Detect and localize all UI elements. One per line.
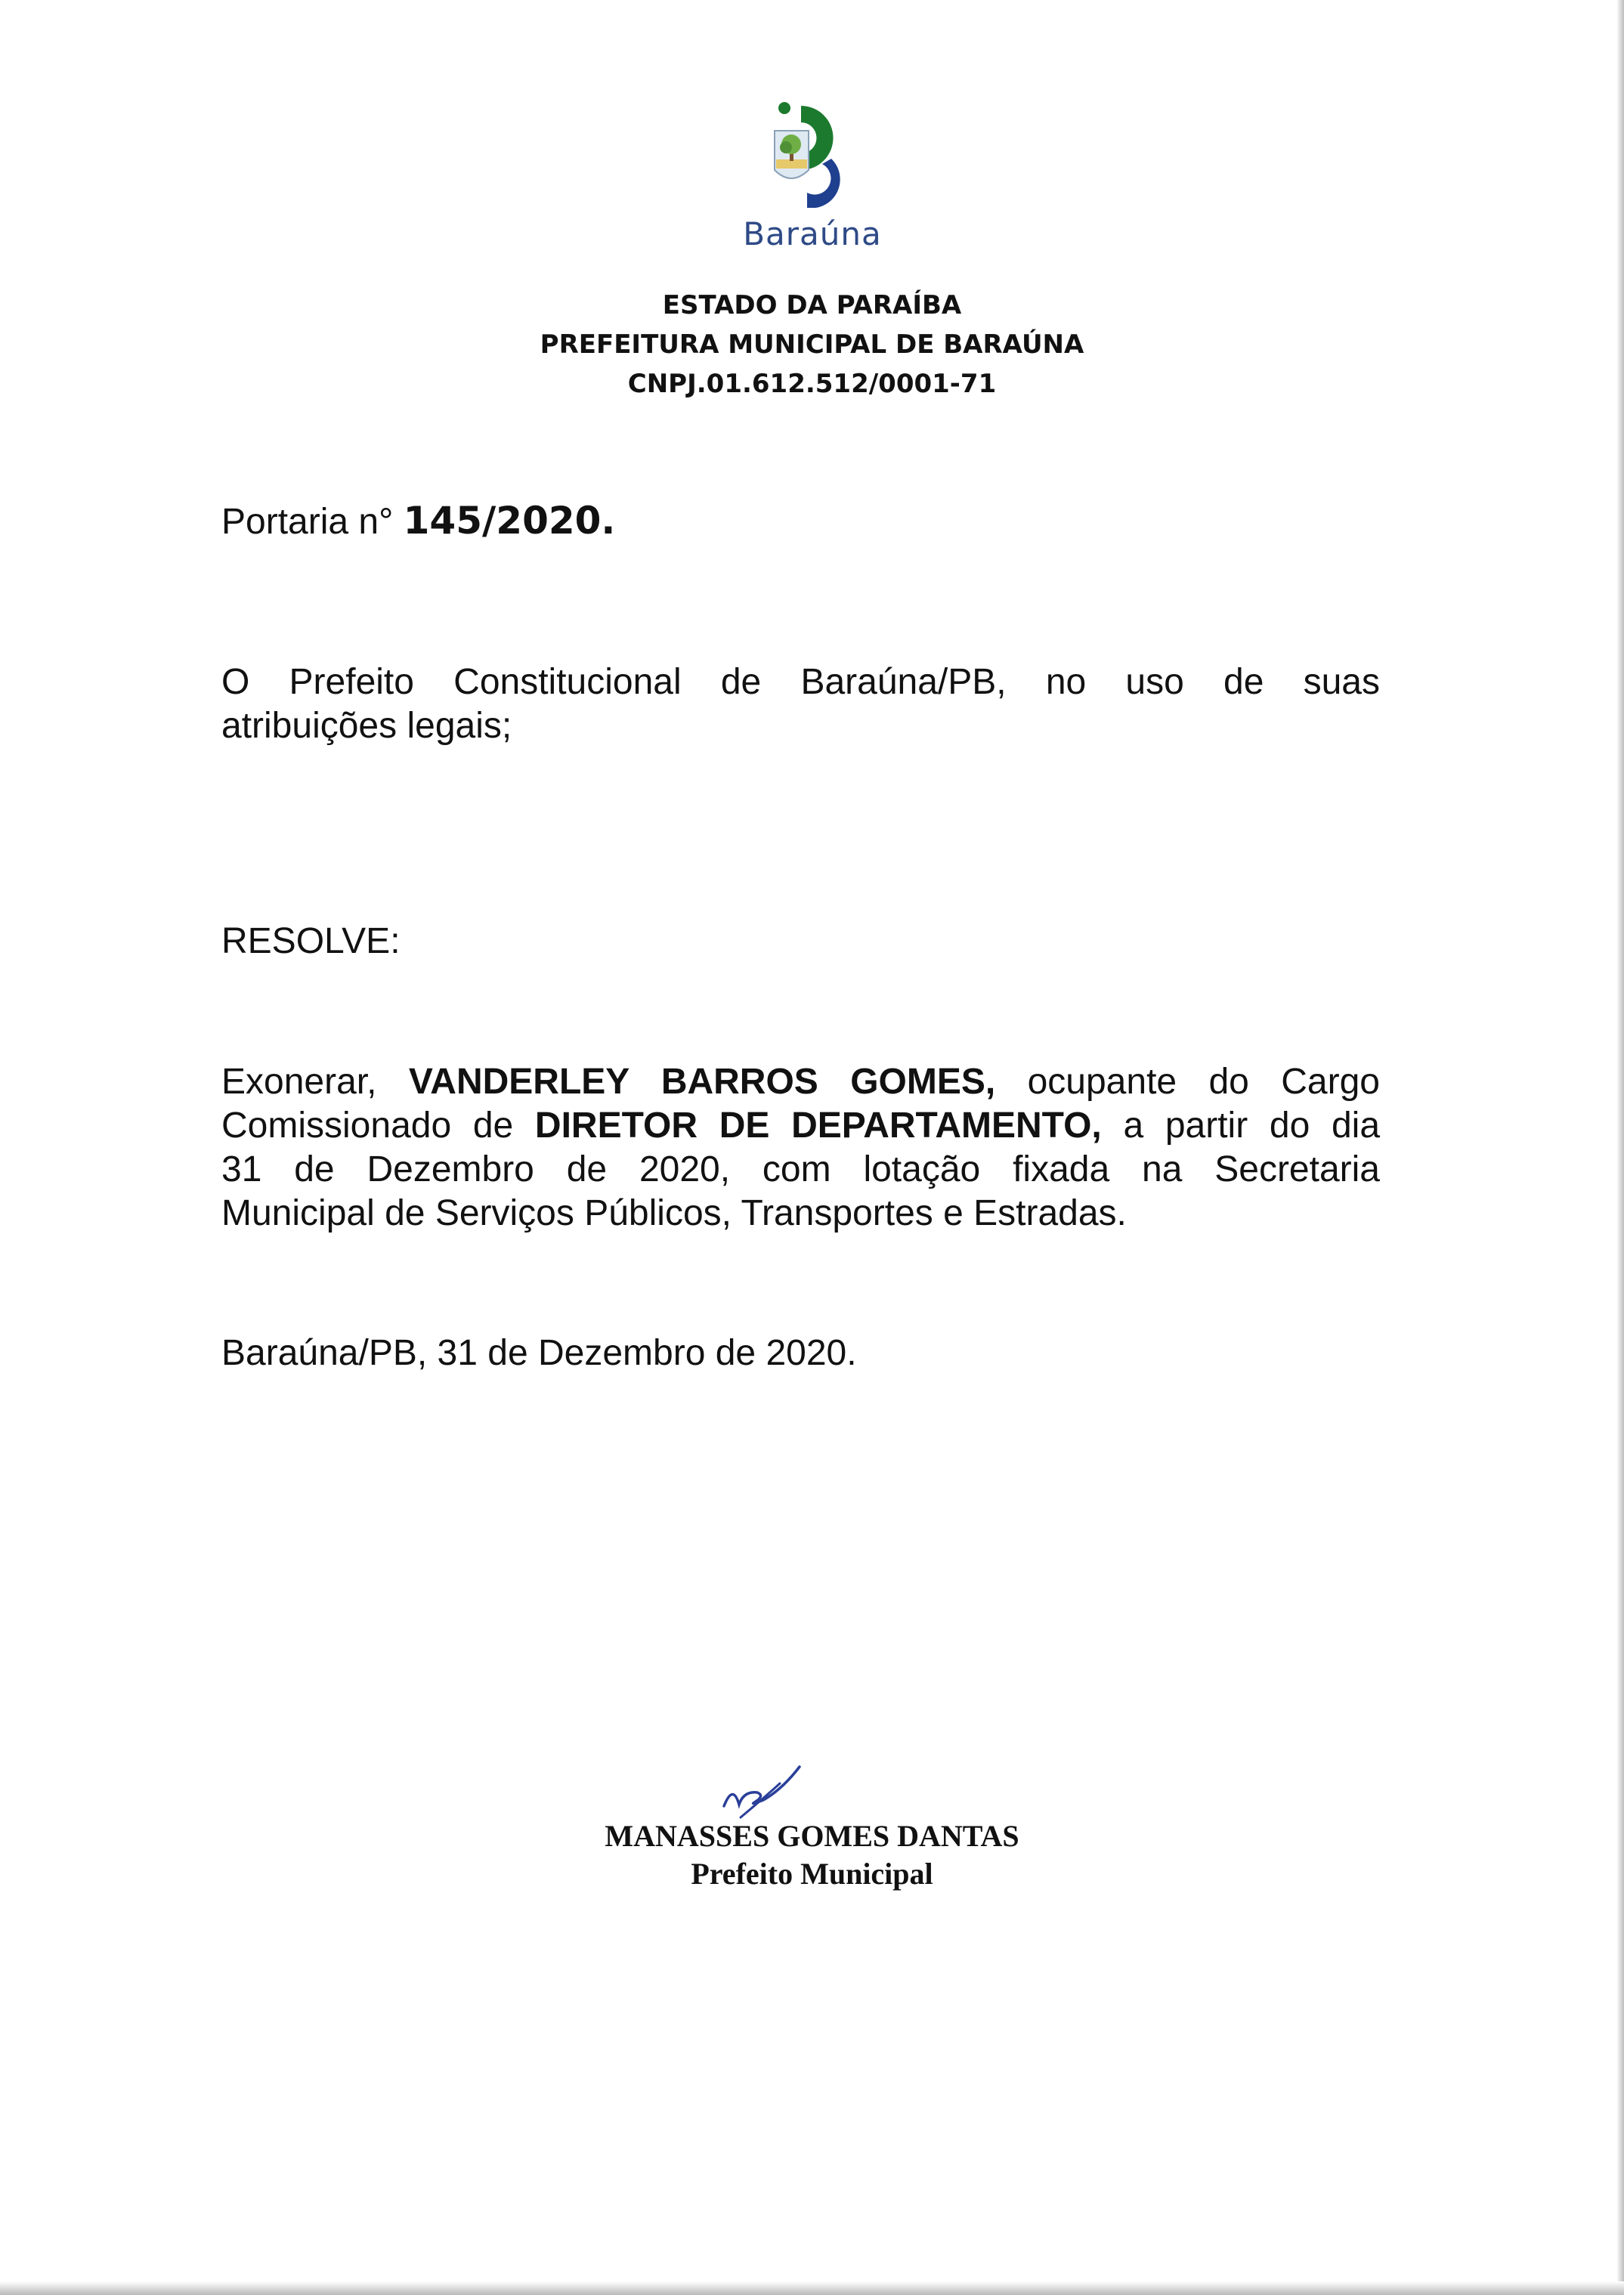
employee-name: VANDERLEY BARROS GOMES,: [408, 1062, 996, 1102]
portaria-label: Portaria n°: [221, 502, 394, 542]
header-cnpj: CNPJ.01.612.512/0001-71: [627, 369, 997, 399]
resolution-line: Municipal de Serviços Públicos, Transportes e Estradas.: [221, 1193, 1127, 1233]
resolution-text: a partir do dia: [1123, 1106, 1381, 1146]
header-municipality: PREFEITURA MUNICIPAL DE BARAÚNA: [540, 329, 1084, 360]
logo-wordmark: Baraúna: [743, 215, 882, 252]
resolution-paragraph: [221, 1060, 1380, 1236]
signatory-title: Prefeito Municipal: [691, 1857, 933, 1891]
preamble-line: O Prefeito Constitucional de Baraúna/PB, no uso de suas: [221, 662, 1380, 702]
resolution-line: 31 de Dezembro de 2020, com lotação fixada na Secretaria: [221, 1149, 1380, 1189]
resolution-line: [221, 1104, 1380, 1148]
resolution-line: [221, 1060, 1380, 1104]
resolve-heading: RESOLVE:: [221, 921, 401, 961]
signatory-name: MANASSES GOMES DANTAS: [605, 1819, 1019, 1853]
logo-dot: [778, 102, 790, 114]
document-header: [0, 286, 1624, 404]
place-and-date: Baraúna/PB, 31 de Dezembro de 2020.: [221, 1333, 857, 1373]
handwritten-signature-icon: [710, 1761, 816, 1821]
portaria-number: 145/2020.: [403, 499, 616, 543]
preamble-paragraph: [221, 660, 1380, 748]
header-state: ESTADO DA PARAÍBA: [662, 290, 962, 320]
resolution-text: Comissionado de: [221, 1106, 514, 1146]
preamble-line: atribuições legais;: [221, 706, 512, 746]
scan-edge-bottom: [0, 2281, 1624, 2295]
signature-block: [0, 1817, 1624, 1893]
logo-tree-crown-2: [780, 141, 792, 153]
resolution-text: ocupante do Cargo: [1027, 1062, 1380, 1102]
barauna-logo-icon: [748, 94, 899, 208]
position-title: DIRETOR DE DEPARTAMENTO,: [534, 1106, 1102, 1146]
resolution-text: Exonerar,: [221, 1062, 377, 1102]
portaria-title: [221, 499, 615, 543]
